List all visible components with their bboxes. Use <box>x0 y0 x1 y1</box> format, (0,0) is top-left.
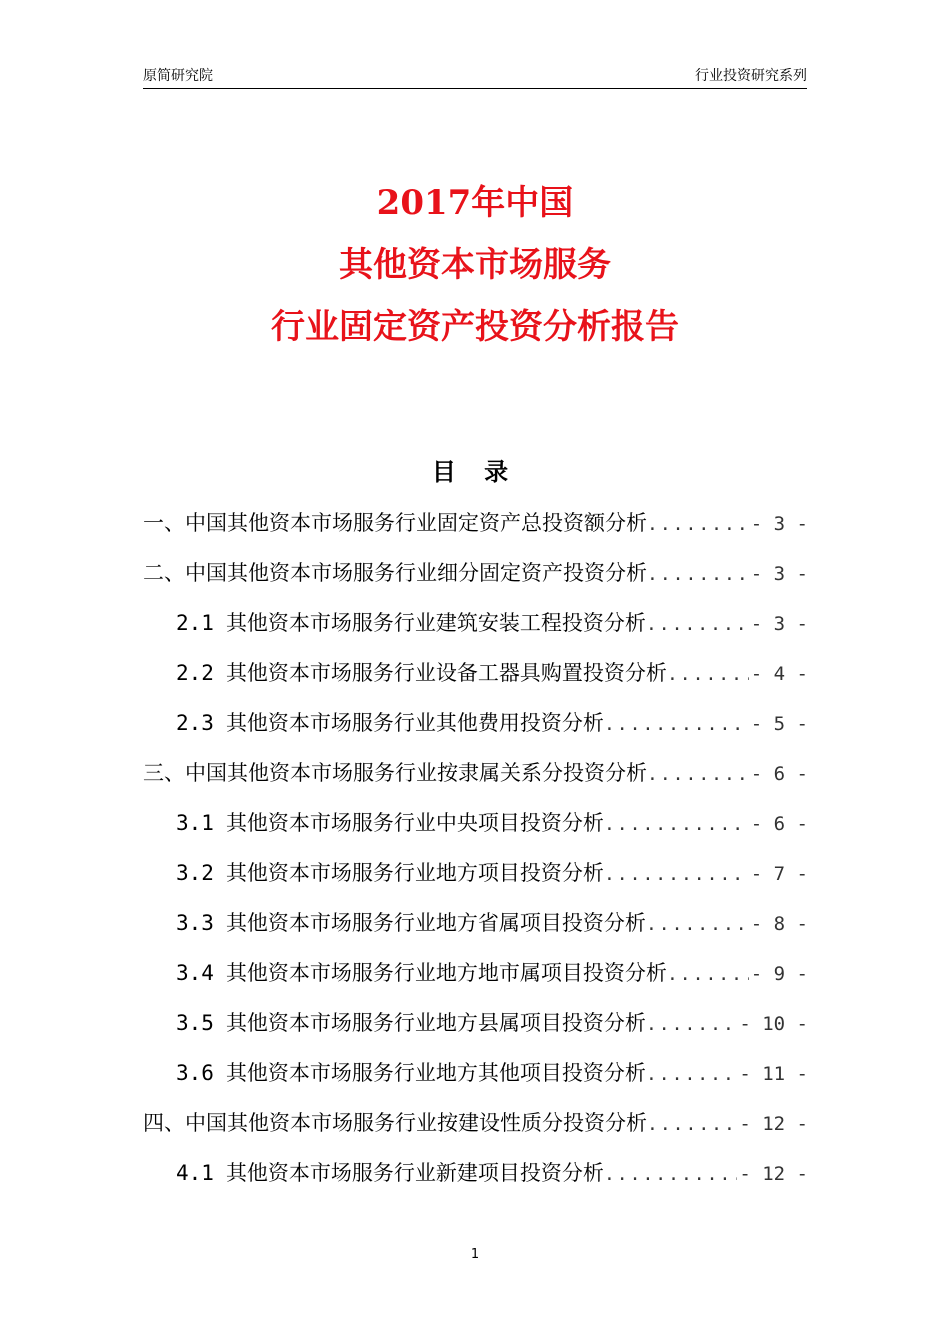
toc-entry[interactable] <box>143 1048 808 1098</box>
toc-entry-page: - 10 - <box>739 1013 808 1035</box>
toc-entry[interactable] <box>143 548 808 598</box>
toc-entry[interactable] <box>143 848 808 898</box>
header-series: 行业投资研究系列 <box>695 68 807 84</box>
toc-leader-dots <box>646 1000 737 1050</box>
toc-leader-dots <box>667 950 749 1000</box>
toc-entry-number: 3.1 <box>176 811 214 835</box>
toc-entry-title: 其他资本市场服务行业其他费用投资分析 <box>225 711 604 735</box>
toc-entry-number: 4.1 <box>176 1161 214 1185</box>
toc-entry[interactable] <box>143 698 808 748</box>
toc-entry-title: 其他资本市场服务行业地方县属项目投资分析 <box>225 1011 646 1035</box>
toc-entry-number: 3.5 <box>176 1011 214 1035</box>
toc-leader-dots <box>646 900 749 950</box>
toc-entry[interactable] <box>143 648 808 698</box>
toc-entry-number: 3.3 <box>176 911 214 935</box>
toc-entry-number: 2.2 <box>176 661 214 685</box>
toc-entry-title: 其他资本市场服务行业地方地市属项目投资分析 <box>225 961 667 985</box>
toc-leader-dots <box>647 550 749 600</box>
page-header <box>143 66 807 89</box>
toc-entry-title: 其他资本市场服务行业地方其他项目投资分析 <box>225 1061 646 1085</box>
toc-entry-page: - 12 - <box>739 1163 808 1185</box>
page-number: 1 <box>470 1247 480 1262</box>
header-organization: 原简研究院 <box>143 68 213 84</box>
toc-entry-page: - 9 - <box>750 963 808 985</box>
toc-leader-dots <box>604 700 749 750</box>
toc-entry-title: 其他资本市场服务行业地方省属项目投资分析 <box>225 911 646 935</box>
toc-entry-title: 其他资本市场服务行业设备工器具购置投资分析 <box>225 661 667 685</box>
toc-entry-title: 二、中国其他资本市场服务行业细分固定资产投资分析 <box>143 561 647 585</box>
toc-entry-page: - 6 - <box>750 813 808 835</box>
toc-entry-title: 其他资本市场服务行业建筑安装工程投资分析 <box>225 611 646 635</box>
toc-entry-title: 其他资本市场服务行业新建项目投资分析 <box>225 1161 604 1185</box>
title-line-1: 2017年中国 <box>376 183 574 223</box>
toc-entry-page: - 3 - <box>750 513 808 535</box>
toc-entry[interactable] <box>143 1148 808 1198</box>
toc-entry[interactable] <box>143 798 808 848</box>
toc-entry-number: 3.4 <box>176 961 214 985</box>
toc-entry-title: 其他资本市场服务行业中央项目投资分析 <box>225 811 604 835</box>
toc-entry-page: - 6 - <box>750 763 808 785</box>
toc-entry-page: - 5 - <box>750 713 808 735</box>
toc-leader-dots <box>604 1150 737 1200</box>
toc-leader-dots <box>647 1100 737 1150</box>
toc-entry-page: - 8 - <box>750 913 808 935</box>
toc-leader-dots <box>604 850 749 900</box>
toc-entry-number: 3.2 <box>176 861 214 885</box>
toc-leader-dots <box>647 750 749 800</box>
toc-entry-title: 三、中国其他资本市场服务行业按隶属关系分投资分析 <box>143 761 647 785</box>
toc-leader-dots <box>604 800 749 850</box>
title-line-2: 其他资本市场服务 <box>339 245 611 285</box>
toc-entry[interactable] <box>143 998 808 1048</box>
toc-entry-page: - 3 - <box>750 563 808 585</box>
toc-leader-dots <box>646 1050 737 1100</box>
toc-entry-number: 2.1 <box>176 611 214 635</box>
toc-leader-dots <box>667 650 749 700</box>
title-line-3: 行业固定资产投资分析报告 <box>271 307 679 347</box>
toc-entry-page: - 7 - <box>750 863 808 885</box>
table-of-contents <box>143 498 808 1198</box>
toc-leader-dots <box>646 600 749 650</box>
toc-entry-page: - 3 - <box>750 613 808 635</box>
report-title <box>0 172 950 358</box>
toc-heading: 目 录 <box>431 458 519 486</box>
toc-entry-number: 2.3 <box>176 711 214 735</box>
toc-leader-dots <box>647 500 749 550</box>
toc-entry[interactable] <box>143 748 808 798</box>
toc-entry[interactable] <box>143 498 808 548</box>
toc-entry-title: 其他资本市场服务行业地方项目投资分析 <box>225 861 604 885</box>
toc-entry[interactable] <box>143 948 808 998</box>
toc-entry-title: 一、中国其他资本市场服务行业固定资产总投资额分析 <box>143 511 647 535</box>
toc-entry-page: - 12 - <box>739 1113 808 1135</box>
toc-entry[interactable] <box>143 598 808 648</box>
toc-entry-title: 四、中国其他资本市场服务行业按建设性质分投资分析 <box>143 1111 647 1135</box>
toc-entry[interactable] <box>143 898 808 948</box>
toc-entry-page: - 4 - <box>750 663 808 685</box>
toc-entry-number: 3.6 <box>176 1061 214 1085</box>
toc-entry-page: - 11 - <box>739 1063 808 1085</box>
toc-entry[interactable] <box>143 1098 808 1148</box>
